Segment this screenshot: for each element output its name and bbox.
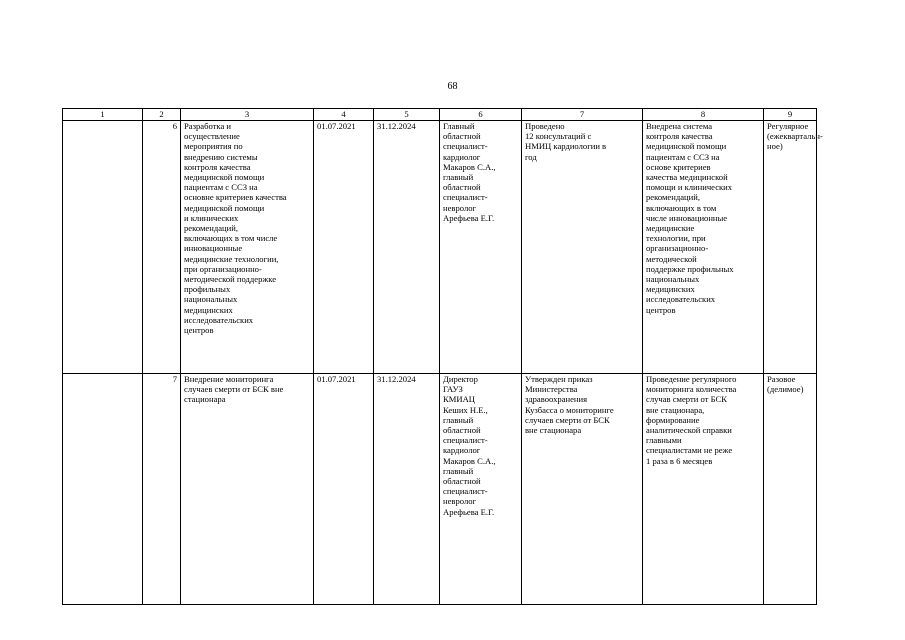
row-index: 6 — [143, 121, 181, 374]
activity-cell: Внедрение мониторинга случаев смерти от БСК вне стационара — [181, 374, 314, 605]
result-cell: Утвержден приказ Министерства здравоохранения Кузбасса о мониторинге случаев смерти от БСК вне стационара — [522, 374, 643, 605]
table-row — [63, 374, 817, 605]
result-cell: Проведено 12 консультаций с НМИЦ кардиологии в год — [522, 121, 643, 374]
responsible-cell: Директор ГАУЗ КМИАЦ Кеших Н.Е., главный областной специалист- кардиолог Макаров С.А., главный областной специалист- невролог Арефьева Е.Г. — [440, 374, 522, 605]
blank-cell — [63, 374, 143, 605]
header-cell-5: 5 — [374, 109, 440, 121]
header-cell-7: 7 — [522, 109, 643, 121]
responsible-cell: Главный областной специалист- кардиолог Макаров С.А., главный областной специалист- невролог Арефьева Е.Г. — [440, 121, 522, 374]
indicator-cell: Внедрена система контроля качества медицинской помощи пациентам с ССЗ на основе критериев качества медицинской помощи и клинических рекомендаций, включающих в том числе инновационные медицинские технологии, при организационно- методической поддержке профильных национальных медицинских исследовательских центров — [643, 121, 764, 374]
start-date-cell: 01.07.2021 — [314, 374, 374, 605]
table-row — [63, 121, 817, 374]
header-cell-4: 4 — [314, 109, 374, 121]
row-index: 7 — [143, 374, 181, 605]
page-number: 68 — [447, 81, 458, 92]
activity-cell: Разработка и осуществление мероприятия по внедрению системы контроля качества медицинской помощи пациентам с ССЗ на основне критериев качества медицинской помощи и клинических рекомендаций, включающих в том числе инновационные медицинские технологии, при организационно- методической поддержке профильных национальных медицинских исследовательских центров — [181, 121, 314, 374]
header-cell-1: 1 — [63, 109, 143, 121]
measures-table — [62, 108, 823, 605]
indicator-cell: Проведение регулярного мониторинга количества случав смерти от БСК вне стационара, формирование аналитической справки главными специалистами не реже 1 раза в 6 месяцев — [643, 374, 764, 605]
header-cell-6: 6 — [440, 109, 522, 121]
frequency-cell: Регулярное (ежеквартальн- ное) — [764, 121, 817, 374]
blank-cell — [63, 121, 143, 374]
header-cell-9: 9 — [764, 109, 817, 121]
header-row — [63, 109, 817, 121]
end-date-cell: 31.12.2024 — [374, 121, 440, 374]
end-date-cell: 31.12.2024 — [374, 374, 440, 605]
header-cell-3: 3 — [181, 109, 314, 121]
frequency-cell: Разовое (делимое) — [764, 374, 817, 605]
start-date-cell: 01.07.2021 — [314, 121, 374, 374]
header-cell-2: 2 — [143, 109, 181, 121]
header-cell-8: 8 — [643, 109, 764, 121]
